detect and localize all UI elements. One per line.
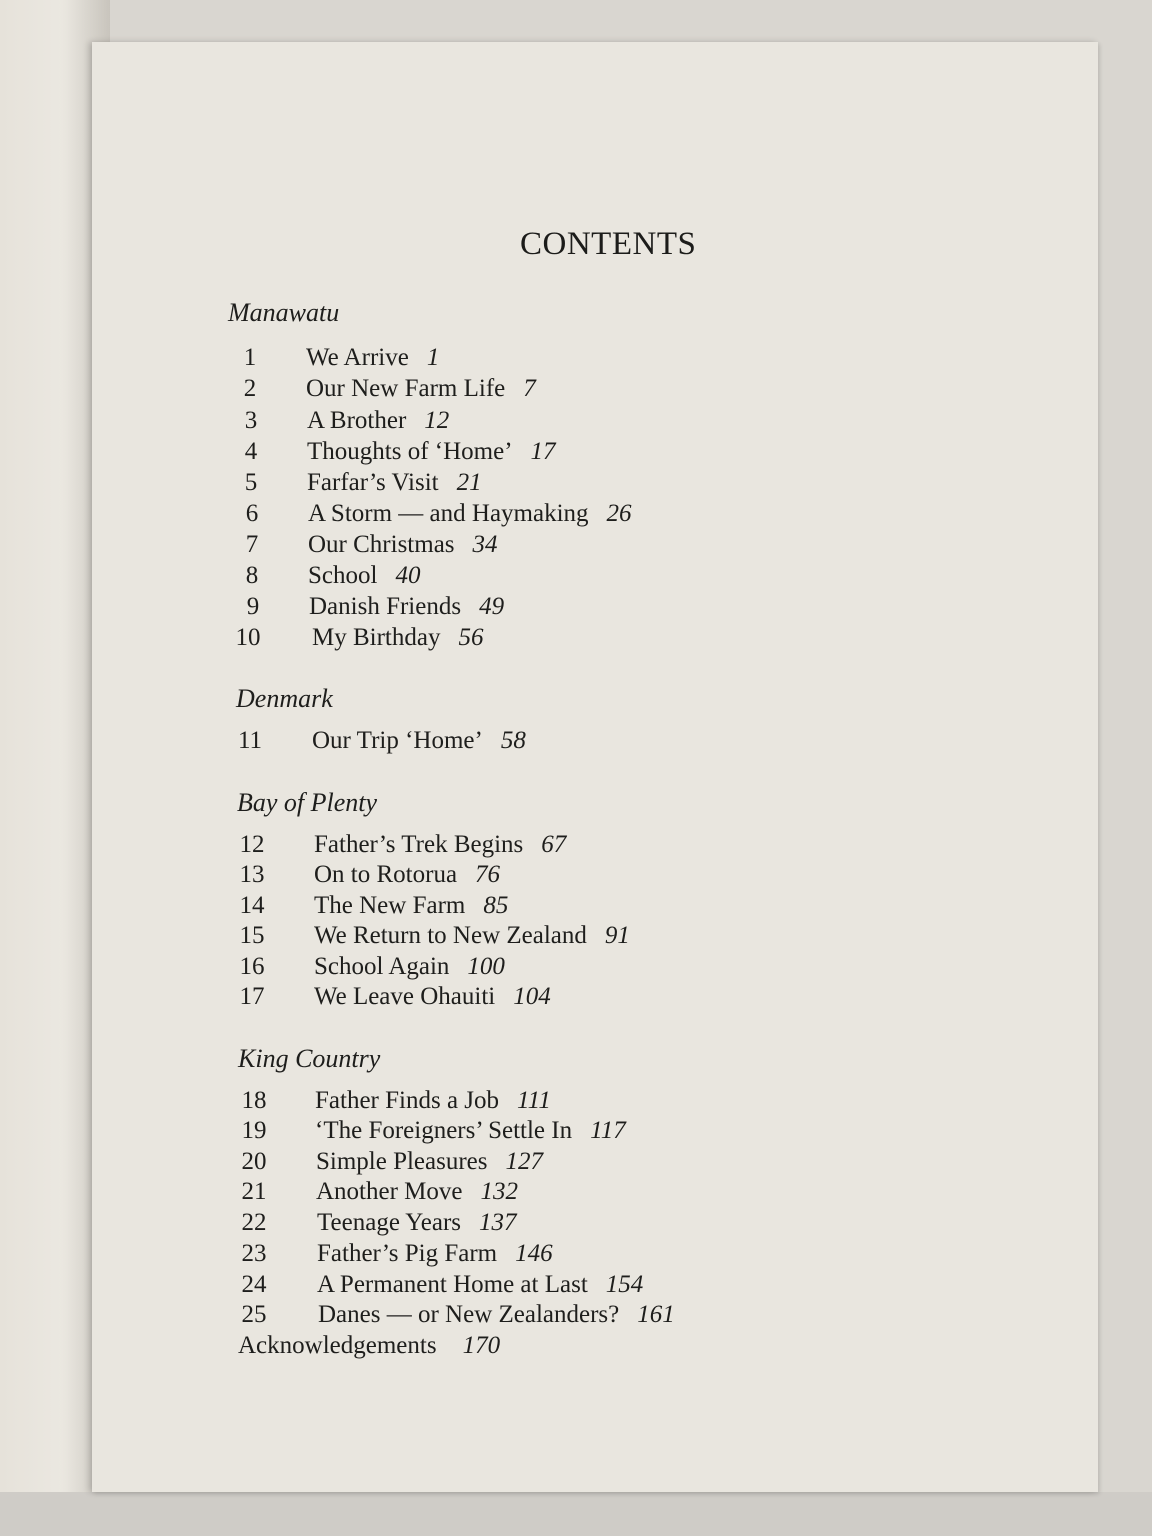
chapter-page: 17 [530, 438, 556, 465]
acknowledgements-page: 170 [462, 1332, 501, 1359]
chapter-title: Danish Friends [309, 593, 462, 620]
chapter-page: 117 [590, 1117, 626, 1144]
chapter-number: 4 [244, 438, 258, 465]
chapter-page: 7 [523, 375, 536, 402]
chapter-number: 21 [241, 1178, 267, 1205]
chapter-number: 24 [241, 1271, 267, 1298]
chapter-title: Our New Farm Life [306, 375, 506, 402]
chapter-number: 9 [246, 593, 260, 620]
chapter-title: Father Finds a Job [315, 1087, 500, 1114]
chapter-page: 49 [479, 593, 505, 620]
chapter-page: 40 [395, 562, 421, 589]
chapter-title: We Arrive [306, 344, 409, 371]
acknowledgements-title: Acknowledgements [238, 1332, 437, 1359]
section-heading-manawatu: Manawatu [228, 298, 340, 327]
chapter-title: A Brother [307, 407, 407, 434]
chapter-number: 18 [241, 1087, 267, 1114]
chapter-title: Thoughts of ‘Home’ [307, 438, 513, 465]
chapter-number: 20 [241, 1148, 267, 1175]
chapter-page: 100 [467, 953, 505, 980]
chapter-title: School [308, 562, 378, 589]
chapter-page: 21 [456, 469, 482, 496]
chapter-page: 12 [424, 407, 450, 434]
section-heading-bay-of-plenty: Bay of Plenty [237, 788, 378, 817]
chapter-page: 91 [604, 922, 630, 949]
chapter-number: 8 [245, 562, 259, 589]
chapter-number: 2 [243, 375, 257, 402]
chapter-title: ‘The Foreigners’ Settle In [315, 1117, 573, 1144]
chapter-title: Our Christmas [308, 531, 455, 558]
chapter-title: School Again [314, 953, 450, 980]
section-heading-denmark: Denmark [236, 684, 333, 713]
chapter-page: 111 [517, 1087, 551, 1114]
chapter-number: 3 [244, 407, 258, 434]
chapter-page: 146 [515, 1240, 553, 1267]
chapter-number: 10 [235, 624, 261, 651]
chapter-title: On to Rotorua [314, 861, 458, 888]
chapter-number: 6 [245, 500, 259, 527]
chapter-title: Our Trip ‘Home’ [312, 727, 483, 754]
chapter-number: 25 [241, 1301, 267, 1328]
chapter-page: 132 [480, 1178, 518, 1205]
chapter-number: 5 [244, 469, 258, 496]
section-heading-king-country: King Country [238, 1044, 381, 1073]
chapter-title: A Storm — and Haymaking [308, 500, 589, 527]
chapter-number: 11 [237, 727, 263, 754]
acknowledgements-row [238, 1332, 500, 1360]
chapter-page: 26 [606, 500, 632, 527]
chapter-title: Teenage Years [317, 1209, 462, 1236]
chapter-page: 137 [479, 1209, 517, 1236]
chapter-number: 19 [241, 1117, 267, 1144]
chapter-number: 23 [241, 1240, 267, 1267]
chapter-number: 1 [243, 344, 257, 371]
chapter-page: 1 [426, 344, 440, 371]
chapter-title: Father’s Trek Begins [314, 831, 524, 858]
background-surface [0, 1492, 1152, 1536]
chapter-number: 16 [239, 953, 265, 980]
chapter-number: 12 [239, 831, 265, 858]
chapter-page: 58 [500, 727, 526, 754]
chapter-page: 67 [541, 831, 567, 858]
chapter-page: 56 [458, 624, 484, 651]
chapter-title: Simple Pleasures [316, 1148, 488, 1175]
chapter-number: 15 [239, 922, 265, 949]
chapter-title: We Return to New Zealand [314, 922, 587, 949]
chapter-title: Father’s Pig Farm [317, 1240, 498, 1267]
chapter-page: 104 [513, 983, 551, 1010]
chapter-number: 7 [245, 531, 259, 558]
chapter-page: 127 [505, 1148, 544, 1175]
chapter-number: 13 [239, 861, 265, 888]
chapter-title: Farfar’s Visit [307, 469, 439, 496]
chapter-page: 76 [475, 861, 501, 888]
page-title: CONTENTS [520, 226, 697, 262]
chapter-number: 22 [241, 1209, 267, 1236]
chapter-title: A Permanent Home at Last [317, 1271, 588, 1298]
chapter-page: 85 [483, 892, 509, 919]
chapter-page: 34 [472, 531, 498, 558]
chapter-number: 17 [239, 983, 265, 1010]
chapter-title: Danes — or New Zealanders? [318, 1301, 620, 1328]
chapter-title: Another Move [316, 1178, 463, 1205]
chapter-page: 161 [637, 1301, 675, 1328]
chapter-title: The New Farm [314, 892, 466, 919]
chapter-title: My Birthday [312, 624, 441, 651]
chapter-page: 154 [605, 1271, 644, 1298]
chapter-number: 14 [239, 892, 265, 919]
chapter-title: We Leave Ohauiti [314, 983, 496, 1010]
